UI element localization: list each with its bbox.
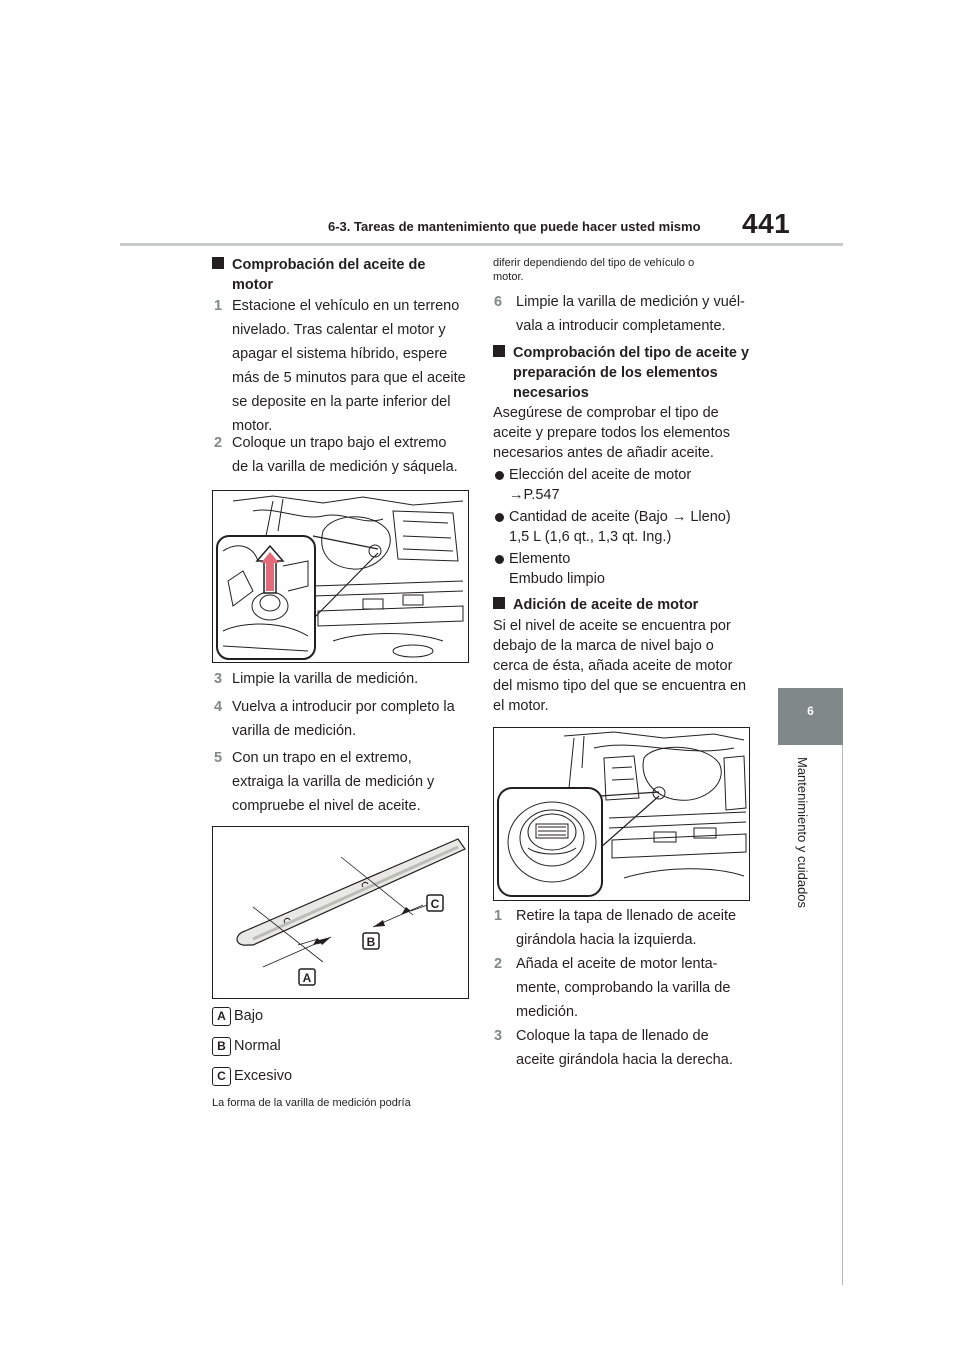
step-6: 6 Limpie la varilla de medición y vuél- vala a introducir completamente. (494, 294, 745, 334)
square-bullet-icon (493, 345, 505, 357)
step-2: 2 Coloque un trapo bajo el extremo de la varilla de medición y sáquela. (214, 435, 458, 475)
dipstick-callout-c: C (430, 897, 440, 911)
step-5: 5 Con un trapo en el extremo, extraiga la varilla de medición y compruebe el nivel de aceite. (214, 750, 435, 814)
dipstick-callout-b: B (366, 935, 376, 949)
add-oil-paragraph: Si el nivel de aceite se encuentra por debajo de la marca de nivel bajo o cerca de ésta, añada aceite de motor del mismo tipo del que se encuentra en el motor. (493, 618, 747, 714)
dipstick-drawing (213, 827, 468, 998)
add-step-1: 1 Retire la tapa de llenado de aceite girándola hacia la izquierda. (494, 908, 737, 948)
chapter-number: 6 (807, 704, 814, 718)
section-title: 6-3. Tareas de mantenimiento que puede hacer usted mismo (328, 219, 701, 234)
page-reference-link[interactable]: →P.547 (509, 487, 560, 503)
filler-cap-drawing (494, 728, 749, 900)
heading-add-oil: Adición de aceite de motor (493, 595, 763, 615)
bullet-oil-selection: Elección del aceite de motor →P.547 (493, 465, 763, 505)
heading-oil-type: Comprobación del tipo de aceite y preparación de los elementos necesarios (493, 343, 763, 403)
bullet-dot-icon (495, 555, 504, 564)
square-bullet-icon (493, 597, 505, 609)
chapter-tab (778, 688, 843, 745)
bullet-dot-icon (495, 471, 504, 480)
side-divider (842, 745, 843, 1285)
chapter-title: Mantenimiento y cuidados (795, 757, 810, 909)
engine-dipstick-illustration (212, 490, 469, 663)
add-step-3: 3 Coloque la tapa de llenado de aceite girándola hacia la derecha. (494, 1028, 733, 1068)
heading-oil-check: Comprobación del aceite de motor (212, 255, 472, 295)
square-bullet-icon (212, 257, 224, 269)
dipstick-level-illustration (212, 826, 469, 999)
oil-type-paragraph: Asegúrese de comprobar el tipo de aceite y prepare todos los elementos necesarios antes de añadir aceite. (493, 405, 730, 461)
dipstick-callout-a: A (302, 971, 312, 985)
step-3: 3 Limpie la varilla de medición. (214, 671, 419, 687)
oil-filler-cap-illustration (493, 727, 750, 901)
step-1: 1 Estacione el vehículo en un terreno nivelado. Tras calentar el motor y apagar el sistema híbrido, espere más de 5 minutos para que el aceite se deposite en la parte inferior del motor. (214, 298, 466, 434)
bullet-oil-quantity: Cantidad de aceite (Bajo → Lleno) 1,5 L (1,6 qt., 1,3 qt. Ing.) (493, 507, 763, 547)
page-number: 441 (742, 208, 791, 239)
step-4: 4 Vuelva a introducir por completo la varilla de medición. (214, 699, 455, 739)
engine-bay-drawing (213, 491, 468, 662)
bullet-dot-icon (495, 513, 504, 522)
header-rule (120, 243, 843, 246)
note-continuation: diferir dependiendo del tipo de vehículo o motor. (493, 257, 695, 283)
add-step-2: 2 Añada el aceite de motor lenta- mente, comprobando la varilla de medición. (494, 956, 731, 1020)
note-text: La forma de la varilla de medición podría (212, 1097, 411, 1109)
bullet-item: Elemento Embudo limpio (493, 549, 763, 589)
